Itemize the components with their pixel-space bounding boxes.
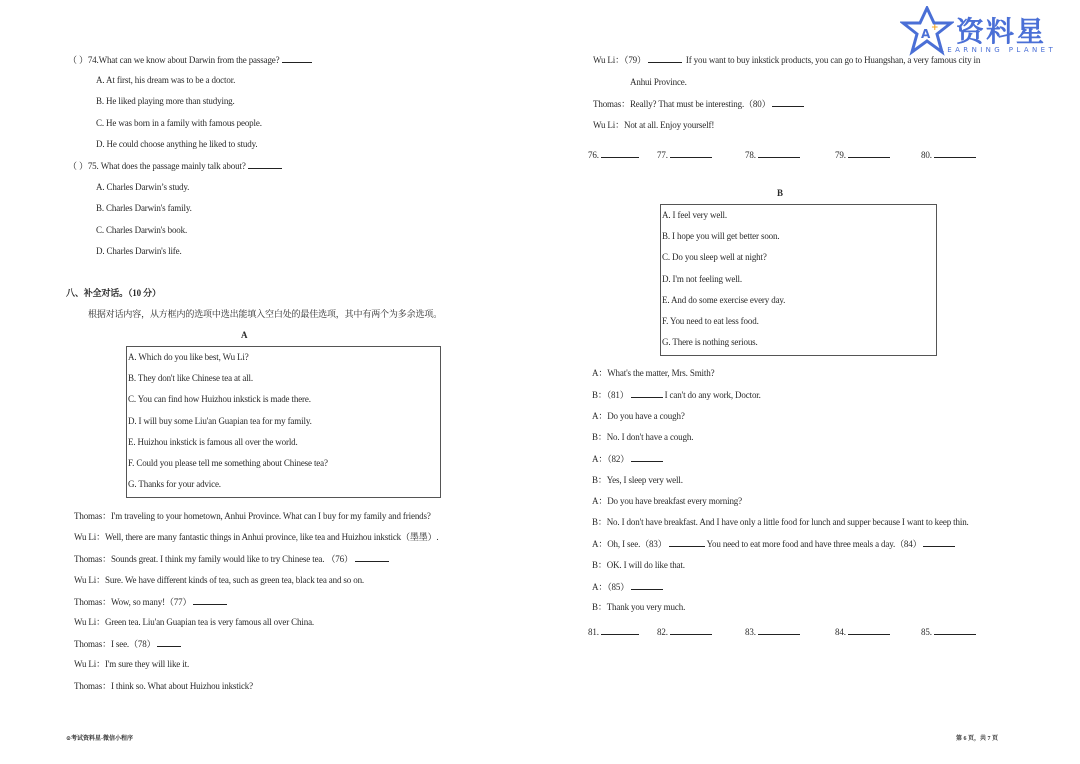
box-option: G. Thanks for your advice. <box>128 479 221 490</box>
section-instruction: 根据对话内容，从方框内的选项中选出能填入空白处的最佳选项，其中有两个为多余选项。 <box>88 309 443 319</box>
dialogue-line: B：（81） I can't do any work, Doctor. <box>592 390 761 401</box>
options-box-a <box>126 346 441 498</box>
dialogue-line: Wu Li：Green tea. Liu'an Guapian tea is very famous all over China. <box>74 617 315 627</box>
dialogue-line: Thomas：Wow, so many!（77） <box>74 596 227 608</box>
dialogue-line: Anhui Province. <box>630 77 687 87</box>
answer-slot: 85. <box>921 626 976 638</box>
answer-blank[interactable] <box>934 149 976 158</box>
answer-slot: 77. <box>657 149 712 161</box>
dialogue-line: A：Do you have a cough? <box>592 410 685 421</box>
box-option: F. You need to eat less food. <box>662 316 759 326</box>
dialogue-line: B：Yes, I sleep very well. <box>592 474 683 485</box>
dialogue-line: Wu Li：Not at all. Enjoy yourself! <box>593 120 715 130</box>
footer-left: ⊙考试资料星-微信小程序 <box>66 736 134 742</box>
answer-blank[interactable] <box>355 553 389 562</box>
answer-blank[interactable] <box>631 581 663 590</box>
answer-blank[interactable] <box>282 54 312 63</box>
footer-right: 第 6 页，共 7 页 <box>956 736 999 742</box>
box-option: C. Do you sleep well at night? <box>662 252 767 263</box>
answer-slot: 83. <box>745 626 800 638</box>
dialogue-line: B：Thank you very much. <box>592 602 686 613</box>
box-option: D. I'm not feeling well. <box>662 273 743 284</box>
answer-blank[interactable] <box>631 389 663 398</box>
answer-blank[interactable] <box>923 538 955 547</box>
box-option: F. Could you please tell me something about Chinese tea? <box>128 458 328 468</box>
brand-logo <box>900 6 1060 60</box>
answer-blank[interactable] <box>648 54 682 63</box>
dialogue-line: B：OK. I will do like that. <box>592 559 685 570</box>
options-box-b <box>660 204 937 356</box>
answer-blank[interactable] <box>670 626 712 635</box>
dialogue-line: B：No. I don't have a cough. <box>592 431 694 442</box>
dialogue-line: B：No. I don't have breakfast. And I have only a little food for lunch and supper because I want to keep thin. <box>592 517 969 528</box>
answer-blank[interactable] <box>758 626 800 635</box>
option-item: A. At first, his dream was to be a doctor. <box>96 75 236 85</box>
answer-blank[interactable] <box>193 596 227 605</box>
answer-blank[interactable] <box>601 149 639 158</box>
dialogue-line: A：What's the matter, Mrs. Smith? <box>592 368 715 378</box>
dialogue-line: Wu Li：I'm sure they will like it. <box>74 659 190 669</box>
dialogue-line: A：（85） <box>592 581 663 593</box>
dialogue-line: Thomas：I think so. What about Huizhou inkstick? <box>74 681 254 691</box>
dialogue-line: A：Do you have breakfast every morning? <box>592 495 742 506</box>
answer-blank[interactable] <box>934 626 976 635</box>
box-b-label: B <box>777 188 783 198</box>
answer-blank[interactable] <box>601 626 639 635</box>
option-item: C. He was born in a family with famous people. <box>96 117 262 128</box>
dialogue-line: Wu Li：（79） If you want to buy inkstick products, you can go to Huangshan, a very famous city in <box>593 55 981 65</box>
dialogue-line: Thomas：Really? That must be interesting.（80） <box>593 98 804 110</box>
answer-blank[interactable] <box>157 638 181 647</box>
dialogue-line: Thomas：Sounds great. I think my family would like to try Chinese tea. （76） <box>74 553 389 565</box>
question-75: （ ）75. What does the passage mainly talk about? <box>68 160 282 172</box>
dialogue-line: A：Oh, I see.（83） You need to eat more food and have three meals a day.（84） <box>592 538 955 550</box>
answer-blank[interactable] <box>631 453 663 462</box>
option-item: D. He could choose anything he liked to study. <box>96 138 258 149</box>
logo-subtitle: LEARNING PLANET <box>940 46 1057 54</box>
option-item: A. Charles Darwin’s study. <box>96 182 190 192</box>
box-option: A. I feel very well. <box>662 210 727 220</box>
answer-blank[interactable] <box>772 98 804 107</box>
box-option: E. Huizhou inkstick is famous all over the world. <box>128 436 298 447</box>
answer-slot: 82. <box>657 626 712 638</box>
box-option: B. They don't like Chinese tea at all. <box>128 373 253 384</box>
answer-slot: 81. <box>588 626 639 638</box>
box-option: A. Which do you like best, Wu Li? <box>128 352 249 362</box>
box-a-label: A <box>241 330 248 340</box>
answer-blank[interactable] <box>670 149 712 158</box>
dialogue-line: Wu Li：Sure. We have different kinds of tea, such as green tea, black tea and so on. <box>74 575 365 585</box>
answer-blank[interactable] <box>669 538 705 547</box>
option-item: D. Charles Darwin's life. <box>96 245 182 256</box>
logo-text: 资料星 <box>956 15 1047 48</box>
box-option: B. I hope you will get better soon. <box>662 231 780 242</box>
section-title: 八、补全对话。（10 分） <box>66 288 161 298</box>
answer-blank[interactable] <box>758 149 800 158</box>
dialogue-line: Thomas：I'm traveling to your hometown, Anhui Province. What can I buy for my family and friends? <box>74 511 431 521</box>
answer-blank[interactable] <box>848 626 890 635</box>
option-item: C. Charles Darwin's book. <box>96 224 188 235</box>
svg-text:A: A <box>921 27 931 41</box>
box-option: C. You can find how Huizhou inkstick is made there. <box>128 394 311 405</box>
svg-text:+: + <box>931 23 939 33</box>
dialogue-line: Thomas：I see.（78） <box>74 638 181 650</box>
answer-slot: 79. <box>835 149 890 161</box>
box-option: D. I will buy some Liu'an Guapian tea for my family. <box>128 415 312 426</box>
option-item: B. He liked playing more than studying. <box>96 96 235 107</box>
answer-slot: 80. <box>921 149 976 161</box>
answer-slot: 84. <box>835 626 890 638</box>
answer-blank[interactable] <box>848 149 890 158</box>
dialogue-line: Wu Li：Well, there are many fantastic things in Anhui province, like tea and Huizhou inkstick（墨墨）. <box>74 532 439 542</box>
right-page <box>540 0 1080 764</box>
box-option: G. There is nothing serious. <box>662 337 758 348</box>
dialogue-line: A：（82） <box>592 453 663 465</box>
question-74: （ ）74.What can we know about Darwin from the passage? <box>68 54 312 66</box>
answer-slot: 76. <box>588 149 639 161</box>
box-option: E. And do some exercise every day. <box>662 294 786 305</box>
answer-blank[interactable] <box>248 160 282 169</box>
answer-slot: 78. <box>745 149 800 161</box>
option-item: B. Charles Darwin's family. <box>96 203 192 214</box>
